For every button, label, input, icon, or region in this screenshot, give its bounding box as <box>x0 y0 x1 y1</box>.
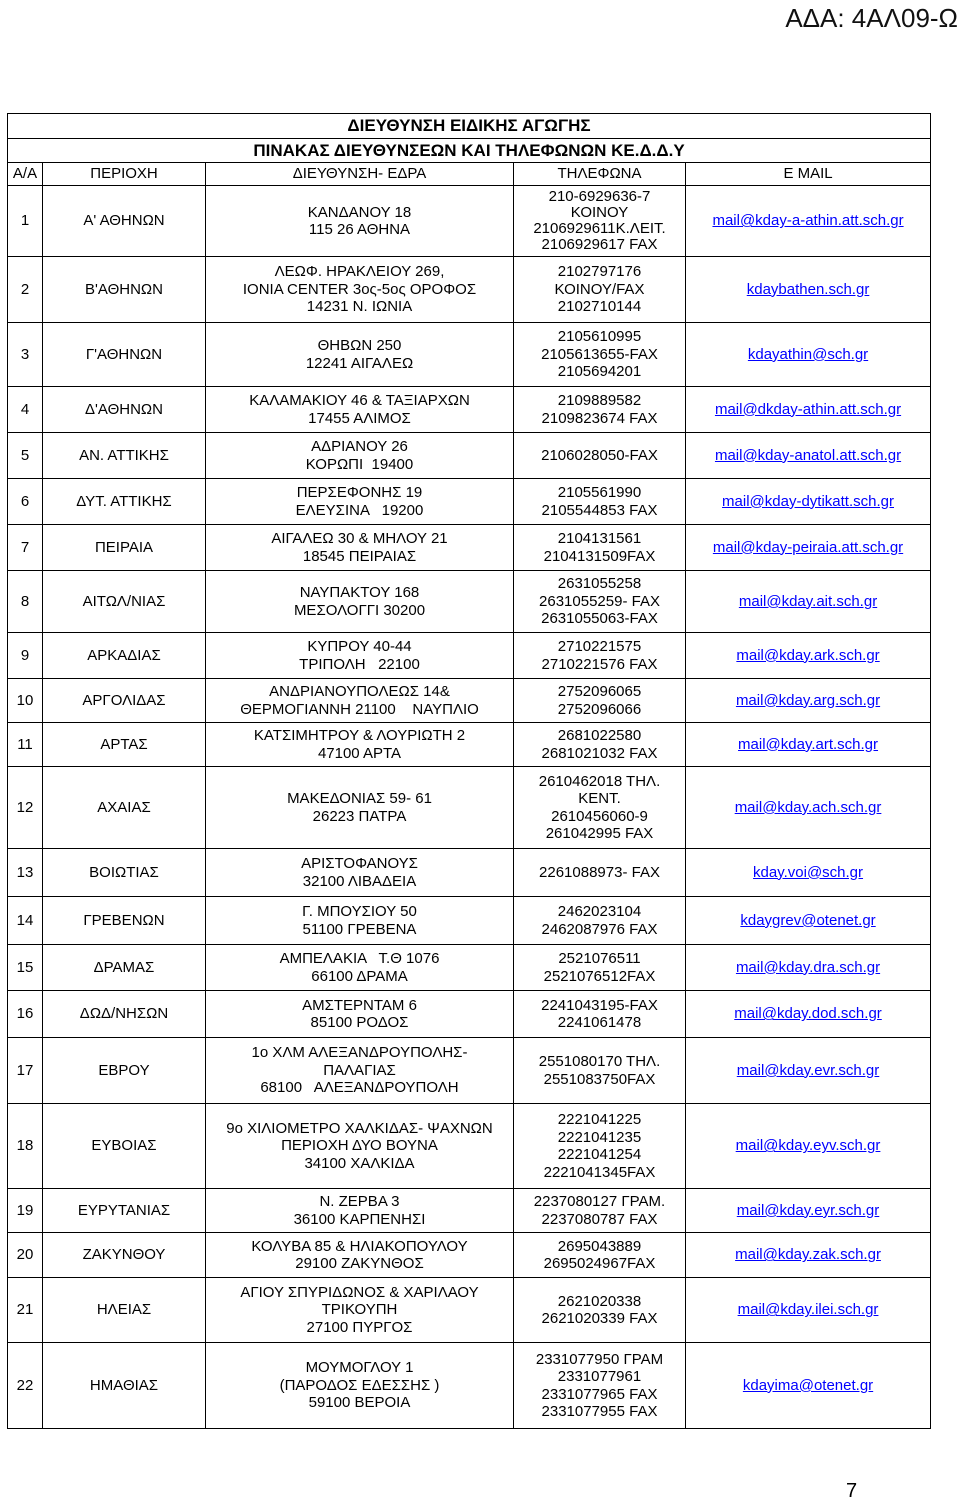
phone-line: 2681021032 FAX <box>541 744 658 762</box>
email-cell <box>686 323 931 387</box>
address-line: ΜΑΚΕΔΟΝΙΑΣ 59- 61 <box>287 790 432 807</box>
address-line: 26223 ΠΑΤΡΑ <box>312 807 407 825</box>
phones-cell <box>514 186 686 257</box>
address-cell <box>206 945 514 991</box>
table-row <box>8 767 931 849</box>
phone-line: 2752096065 <box>557 683 642 700</box>
row-number: 20 <box>8 1233 43 1278</box>
region-name: ΑΡΤΑΣ <box>43 723 206 767</box>
address-cell <box>206 323 514 387</box>
phone-line: ΚΟΙΝΟΥ/FAX <box>554 280 645 298</box>
table-row <box>8 571 931 633</box>
address-cell <box>206 1189 514 1233</box>
region-name: ΑΙΤΩΛ/ΝΙΑΣ <box>43 571 206 633</box>
phone-line: 2621020338 <box>557 1292 642 1310</box>
phone-line: 2105544853 FAX <box>541 501 658 519</box>
phone-line: 2331077955 FAX <box>541 1403 658 1420</box>
table-row <box>8 433 931 479</box>
phones-cell <box>514 723 686 767</box>
region-name: ΔΩΔ/ΝΗΣΩΝ <box>43 991 206 1038</box>
email-cell <box>686 387 931 433</box>
row-number: 10 <box>8 679 43 723</box>
phone-line: 2106929617 FAX <box>541 236 658 253</box>
table-subtitle: ΠΙΝΑΚΑΣ ΔΙΕΥΘΥΝΣΕΩΝ ΚΑΙ ΤΗΛΕΦΩΝΩΝ ΚΕ.Δ.Δ.Υ <box>8 139 931 163</box>
address-line: 12241 ΑΙΓΑΛΕΩ <box>305 354 414 372</box>
email-cell <box>686 1278 931 1343</box>
address-cell <box>206 1038 514 1104</box>
header-address: ΔΙΕΥΘΥΝΣΗ- ΕΔΡΑ <box>206 163 514 186</box>
region-name: Β'ΑΘΗΝΩΝ <box>43 257 206 323</box>
address-line: ΘΗΒΩΝ 250 <box>317 337 402 354</box>
address-line: ΛΕΩΦ. ΗΡΑΚΛΕΙΟΥ 269, <box>274 263 445 281</box>
header-aa: Α/Α <box>8 163 43 186</box>
address-line: ΑΝΔΡΙΑΝΟΥΠΟΛΕΩΣ 14& <box>269 683 450 700</box>
row-number: 15 <box>8 945 43 991</box>
row-number: 1 <box>8 186 43 257</box>
phone-line: 2610462018 ΤΗΛ. <box>538 772 661 790</box>
phone-line: 2221041235 <box>557 1128 642 1146</box>
phone-line: 2221041345FAX <box>543 1163 656 1181</box>
phone-line: 2710221575 <box>557 638 642 655</box>
address-line: 36100 ΚΑΡΠΕΝΗΣΙ <box>293 1210 426 1228</box>
address-cell <box>206 433 514 479</box>
address-line: Ν. ΖΕΡΒΑ 3 <box>319 1193 400 1210</box>
table-row <box>8 1278 931 1343</box>
address-line: ΑΜΠΕΛΑΚΙΑ Τ.Θ 1076 <box>279 950 440 967</box>
phone-line: 2681022580 <box>557 727 642 744</box>
region-name: ΕΥΡΥΤΑΝΙΑΣ <box>43 1189 206 1233</box>
row-number: 5 <box>8 433 43 479</box>
email-link[interactable]: mail@kday.dod.sch.gr <box>734 1005 882 1023</box>
address-cell <box>206 723 514 767</box>
table-row <box>8 1233 931 1278</box>
phones-cell <box>514 849 686 897</box>
email-cell <box>686 849 931 897</box>
phones-cell <box>514 387 686 433</box>
email-cell <box>686 1233 931 1278</box>
address-line: 115 26 ΑΘΗΝΑ <box>308 221 411 238</box>
email-link[interactable]: mail@kday.dra.sch.gr <box>735 958 881 976</box>
phone-line: 2104131561 <box>557 530 642 547</box>
table-row <box>8 387 931 433</box>
phone-line: 2551080170 ΤΗΛ. <box>538 1053 661 1070</box>
phones-cell <box>514 1233 686 1278</box>
table-row <box>8 257 931 323</box>
phone-line: 2695043889 <box>557 1237 642 1255</box>
phones-cell <box>514 767 686 849</box>
address-line: ΚΑΛΑΜΑΚΙΟΥ 46 & ΤΑΞΙΑΡΧΩΝ <box>249 392 470 409</box>
address-cell <box>206 186 514 257</box>
email-link[interactable]: mail@kday-a-athin.att.sch.gr <box>712 212 904 230</box>
subtitle-row <box>8 139 931 163</box>
row-number: 7 <box>8 525 43 571</box>
address-line: ΤΡΙΠΟΛΗ 22100 <box>299 655 420 673</box>
address-line: ΑΡΙΣΤΟΦΑΝΟΥΣ <box>301 855 418 872</box>
phone-line: 2109823674 FAX <box>541 409 658 427</box>
address-line: ΝΑΥΠΑΚΤΟΥ 168 <box>299 584 420 601</box>
phone-line: 2521076512FAX <box>543 967 656 985</box>
address-line: 66100 ΔΡΑΜΑ <box>311 967 408 985</box>
row-number: 2 <box>8 257 43 323</box>
table-row <box>8 479 931 525</box>
email-link[interactable]: mail@dkday-athin.att.sch.gr <box>714 400 902 418</box>
address-line: ΠΑΛΑΓΙΑΣ <box>323 1061 396 1079</box>
email-cell <box>686 767 931 849</box>
phone-line: 2631055063-FAX <box>541 610 658 628</box>
email-cell <box>686 186 931 257</box>
phone-line: 2331077961 <box>557 1368 642 1385</box>
email-cell <box>686 1038 931 1104</box>
phone-line: 210-6929636-7 <box>548 188 651 205</box>
phone-line: 2237080787 FAX <box>541 1210 658 1228</box>
address-cell <box>206 1233 514 1278</box>
table-row <box>8 991 931 1038</box>
phone-line: 2261088973- FAX <box>539 863 660 881</box>
email-cell <box>686 479 931 525</box>
phone-line: ΚΟΙΝΟΥ <box>570 204 629 221</box>
address-line: ΚΟΛΥΒΑ 85 & ΗΛΙΑΚΟΠΟΥΛΟΥ <box>251 1237 468 1255</box>
phone-line: 2631055258 <box>557 575 642 593</box>
email-link[interactable]: mail@kday.zak.sch.gr <box>735 1246 881 1264</box>
email-link[interactable]: kdaybathen.sch.gr <box>746 280 870 298</box>
address-line: 59100 ΒΕΡΟΙΑ <box>308 1394 411 1412</box>
email-link[interactable]: mail@kday.evr.sch.gr <box>736 1061 880 1079</box>
row-number: 14 <box>8 897 43 945</box>
address-cell <box>206 849 514 897</box>
row-number: 11 <box>8 723 43 767</box>
email-link[interactable]: mail@kday.ach.sch.gr <box>734 798 882 816</box>
region-name: ΠΕΙΡΑΙΑ <box>43 525 206 571</box>
row-number: 17 <box>8 1038 43 1104</box>
directory-table <box>7 113 931 1429</box>
table-row <box>8 633 931 679</box>
email-cell <box>686 1343 931 1429</box>
address-cell <box>206 479 514 525</box>
phone-line: 2105610995 <box>557 328 642 346</box>
email-cell <box>686 991 931 1038</box>
region-name: ΑΡΚΑΔΙΑΣ <box>43 633 206 679</box>
row-number: 19 <box>8 1189 43 1233</box>
phones-cell <box>514 991 686 1038</box>
region-name: ΑΧΑΙΑΣ <box>43 767 206 849</box>
email-link[interactable]: mail@kday.eyv.sch.gr <box>735 1137 881 1155</box>
table-head <box>8 114 931 186</box>
address-line: 14231 Ν. ΙΩΝΙΑ <box>306 298 413 316</box>
email-cell <box>686 679 931 723</box>
phones-cell <box>514 897 686 945</box>
table-row <box>8 679 931 723</box>
address-line: ΑΙΓΑΛΕΩ 30 & ΜΗΛΟΥ 21 <box>271 530 448 547</box>
region-name: ΓΡΕΒΕΝΩΝ <box>43 897 206 945</box>
row-number: 18 <box>8 1104 43 1189</box>
title-row <box>8 114 931 139</box>
region-name: ΑΝ. ΑΤΤΙΚΗΣ <box>43 433 206 479</box>
phone-line: 2221041225 <box>557 1111 642 1128</box>
address-line: 51100 ΓΡΕΒΕΝΑ <box>302 920 417 938</box>
address-line: 18545 ΠΕΙΡΑΙΑΣ <box>302 547 417 565</box>
phones-cell <box>514 1343 686 1429</box>
address-cell <box>206 633 514 679</box>
page-number: 7 <box>846 1480 858 1502</box>
phone-line: 2241043195-FAX <box>541 996 658 1014</box>
region-name: ΔΡΑΜΑΣ <box>43 945 206 991</box>
phone-line: 2752096066 <box>557 700 642 718</box>
address-line: 85100 ΡΟΔΟΣ <box>310 1014 409 1031</box>
email-cell <box>686 633 931 679</box>
address-line: ΑΜΣΤΕΡΝΤΑΜ 6 <box>302 996 417 1014</box>
email-link[interactable]: mail@kday.art.sch.gr <box>738 735 879 753</box>
table-row <box>8 1189 931 1233</box>
email-link[interactable]: mail@kday-anatol.att.sch.gr <box>714 446 902 464</box>
phones-cell <box>514 1278 686 1343</box>
region-name: ΖΑΚΥΝΘΟΥ <box>43 1233 206 1278</box>
header-row <box>8 163 931 186</box>
phone-line: 2462023104 <box>557 903 642 920</box>
phone-line: 2551083750FAX <box>543 1070 656 1088</box>
phone-line: 2610456060-9 <box>551 807 648 825</box>
phone-line: 2462087976 FAX <box>541 920 658 938</box>
address-cell <box>206 1278 514 1343</box>
table-row <box>8 723 931 767</box>
row-number: 4 <box>8 387 43 433</box>
email-cell <box>686 571 931 633</box>
region-name: ΕΒΡΟΥ <box>43 1038 206 1104</box>
phone-line: 2710221576 FAX <box>541 655 658 673</box>
table-title: ΔΙΕΥΘΥΝΣΗ ΕΙΔΙΚΗΣ ΑΓΩΓΗΣ <box>8 114 931 139</box>
address-cell <box>206 1343 514 1429</box>
region-name: Δ'ΑΘΗΝΩΝ <box>43 387 206 433</box>
address-line: 17455 ΑΛΙΜΟΣ <box>308 409 411 427</box>
address-line: (ΠΑΡΟΔΟΣ ΕΔΕΣΣΗΣ ) <box>279 1376 440 1394</box>
phone-line: 261042995 FAX <box>545 825 654 842</box>
email-cell <box>686 723 931 767</box>
phones-cell <box>514 1189 686 1233</box>
address-cell <box>206 991 514 1038</box>
phone-line: 2106929611Κ.ΛΕΙΤ. <box>533 220 666 237</box>
email-link[interactable]: mail@kday.ark.sch.gr <box>736 646 880 664</box>
table-row <box>8 1343 931 1429</box>
address-line: 9ο ΧΙΛΙΟΜΕΤΡΟ ΧΑΛΚΙΔΑΣ- ΨΑΧΝΩΝ <box>226 1119 493 1137</box>
table-row <box>8 525 931 571</box>
row-number: 3 <box>8 323 43 387</box>
phone-line: 2109889582 <box>557 392 642 409</box>
phones-cell <box>514 679 686 723</box>
address-line: ΠΕΡΣΕΦΟΝΗΣ 19 <box>296 484 423 501</box>
phones-cell <box>514 571 686 633</box>
row-number: 8 <box>8 571 43 633</box>
phone-line: 2241061478 <box>557 1014 642 1031</box>
email-link[interactable]: mail@kday.eyr.sch.gr <box>736 1201 880 1219</box>
email-link[interactable]: mail@kday-peiraia.att.sch.gr <box>712 538 904 556</box>
ada-code: ΑΔΑ: 4ΑΛ09-Ω <box>785 3 958 33</box>
table-row <box>8 945 931 991</box>
phones-cell <box>514 323 686 387</box>
row-number: 21 <box>8 1278 43 1343</box>
address-line: ΙΟΝΙΑ CENTER 3ος-5ος ΟΡΟΦΟΣ <box>242 280 477 298</box>
address-cell <box>206 525 514 571</box>
phone-line: 2331077965 FAX <box>541 1385 658 1403</box>
address-line: ΜΕΣΟΛΟΓΓΙ 30200 <box>293 601 426 619</box>
row-number: 13 <box>8 849 43 897</box>
phones-cell <box>514 433 686 479</box>
table-row <box>8 1038 931 1104</box>
row-number: 12 <box>8 767 43 849</box>
row-number: 6 <box>8 479 43 525</box>
table-row <box>8 1104 931 1189</box>
email-link[interactable]: mail@kday.ilei.sch.gr <box>737 1301 879 1319</box>
address-cell <box>206 679 514 723</box>
email-link[interactable]: mail@kday.ait.sch.gr <box>738 592 878 610</box>
phone-line: 2631055259- FAX <box>539 592 660 610</box>
phone-line: 2105613655-FAX <box>541 345 658 363</box>
email-link[interactable]: kdayathin@sch.gr <box>747 345 869 363</box>
phones-cell <box>514 945 686 991</box>
phone-line: 2102710144 <box>557 298 642 316</box>
email-link[interactable]: kday.voi@sch.gr <box>753 863 864 881</box>
address-line: 29100 ΖΑΚΥΝΘΟΣ <box>295 1255 424 1272</box>
region-name: ΒΟΙΩΤΙΑΣ <box>43 849 206 897</box>
address-line: ΚΟΡΩΠΙ 19400 <box>305 455 414 473</box>
phone-line: 2237080127 ΓΡΑΜ. <box>533 1193 666 1210</box>
table-row <box>8 849 931 897</box>
phones-cell <box>514 1038 686 1104</box>
phone-line: 2331077950 ΓΡΑΜ <box>535 1350 664 1368</box>
address-cell <box>206 257 514 323</box>
address-line: 1ο ΧΛΜ ΑΛΕΞΑΝΔΡΟΥΠΟΛΗΣ- <box>251 1044 468 1062</box>
address-cell <box>206 897 514 945</box>
region-name: Γ'ΑΘΗΝΩΝ <box>43 323 206 387</box>
phone-line: 2106028050-FAX <box>541 446 658 464</box>
phones-cell <box>514 257 686 323</box>
phone-line: 2695024967FAX <box>543 1255 656 1272</box>
email-cell <box>686 525 931 571</box>
region-name: ΔΥΤ. ΑΤΤΙΚΗΣ <box>43 479 206 525</box>
region-name: Α' ΑΘΗΝΩΝ <box>43 186 206 257</box>
email-cell <box>686 897 931 945</box>
address-line: ΕΛΕΥΣΙΝΑ 19200 <box>295 501 424 519</box>
table-row <box>8 186 931 257</box>
region-name: ΗΛΕΙΑΣ <box>43 1278 206 1343</box>
email-cell <box>686 1189 931 1233</box>
address-line: ΤΡΙΚΟΥΠΗ <box>321 1301 398 1319</box>
address-line: ΠΕΡΙΟΧΗ ΔΥΟ ΒΟΥΝΑ <box>281 1137 438 1155</box>
address-line: ΑΔΡΙΑΝΟΥ 26 <box>311 438 408 455</box>
table-row <box>8 897 931 945</box>
region-name: ΕΥΒΟΙΑΣ <box>43 1104 206 1189</box>
phone-line: 2221041254 <box>557 1146 642 1163</box>
address-line: Γ. ΜΠΟΥΣΙΟΥ 50 <box>302 903 417 920</box>
email-link[interactable]: kdayima@otenet.gr <box>742 1376 874 1394</box>
phone-line: 2105694201 <box>557 363 642 381</box>
table-row <box>8 323 931 387</box>
email-link[interactable]: mail@kday-dytikatt.sch.gr <box>722 492 894 510</box>
address-cell <box>206 571 514 633</box>
email-cell <box>686 945 931 991</box>
email-cell <box>686 433 931 479</box>
row-number: 22 <box>8 1343 43 1429</box>
phone-line: 2104131509FAX <box>543 547 656 565</box>
address-line: 27100 ΠΥΡΓΟΣ <box>306 1318 413 1336</box>
header-region: ΠΕΡΙΟΧΗ <box>43 163 206 186</box>
phones-cell <box>514 479 686 525</box>
phone-line: 2521076511 <box>558 950 641 967</box>
address-line: ΚΑΝΔΑΝΟΥ 18 <box>307 203 412 221</box>
phone-line: 2102797176 <box>557 263 642 281</box>
region-name: ΑΡΓΟΛΙΔΑΣ <box>43 679 206 723</box>
row-number: 16 <box>8 991 43 1038</box>
table-body <box>8 186 931 1429</box>
address-line: 34100 ΧΑΛΚΙΔΑ <box>304 1154 415 1172</box>
email-link[interactable]: kdaygrev@otenet.gr <box>740 911 876 929</box>
header-phones: ΤΗΛΕΦΩΝΑ <box>514 163 686 186</box>
address-line: ΚΥΠΡΟΥ 40-44 <box>307 638 412 655</box>
phones-cell <box>514 1104 686 1189</box>
address-line: ΜΟΥΜΟΓΛΟΥ 1 <box>305 1359 414 1377</box>
address-line: 47100 ΑΡΤΑ <box>317 744 402 762</box>
phone-line: ΚΕΝΤ. <box>578 790 621 807</box>
phone-line: 2621020339 FAX <box>541 1310 658 1327</box>
address-line: 68100 ΑΛΕΞΑΝΔΡΟΥΠΟΛΗ <box>260 1079 459 1097</box>
address-cell <box>206 1104 514 1189</box>
email-cell <box>686 1104 931 1189</box>
region-name: ΗΜΑΘΙΑΣ <box>43 1343 206 1429</box>
address-line: ΘΕΡΜΟΓΙΑΝΝΗ 21100 ΝΑΥΠΛΙΟ <box>240 700 479 718</box>
address-line: ΚΑΤΣΙΜΗΤΡΟΥ & ΛΟΥΡΙΩΤΗ 2 <box>253 727 466 744</box>
row-number: 9 <box>8 633 43 679</box>
phones-cell <box>514 525 686 571</box>
address-cell <box>206 387 514 433</box>
address-cell <box>206 767 514 849</box>
header-email: E MAIL <box>686 163 931 186</box>
phones-cell <box>514 633 686 679</box>
email-cell <box>686 257 931 323</box>
email-link[interactable]: mail@kday.arg.sch.gr <box>735 691 881 709</box>
address-line: ΑΓΙΟΥ ΣΠΥΡΙΔΩΝΟΣ & ΧΑΡΙΛΑΟΥ <box>240 1283 479 1301</box>
address-line: 32100 ΛΙΒΑΔΕΙΑ <box>302 872 417 890</box>
phone-line: 2105561990 <box>557 484 642 501</box>
